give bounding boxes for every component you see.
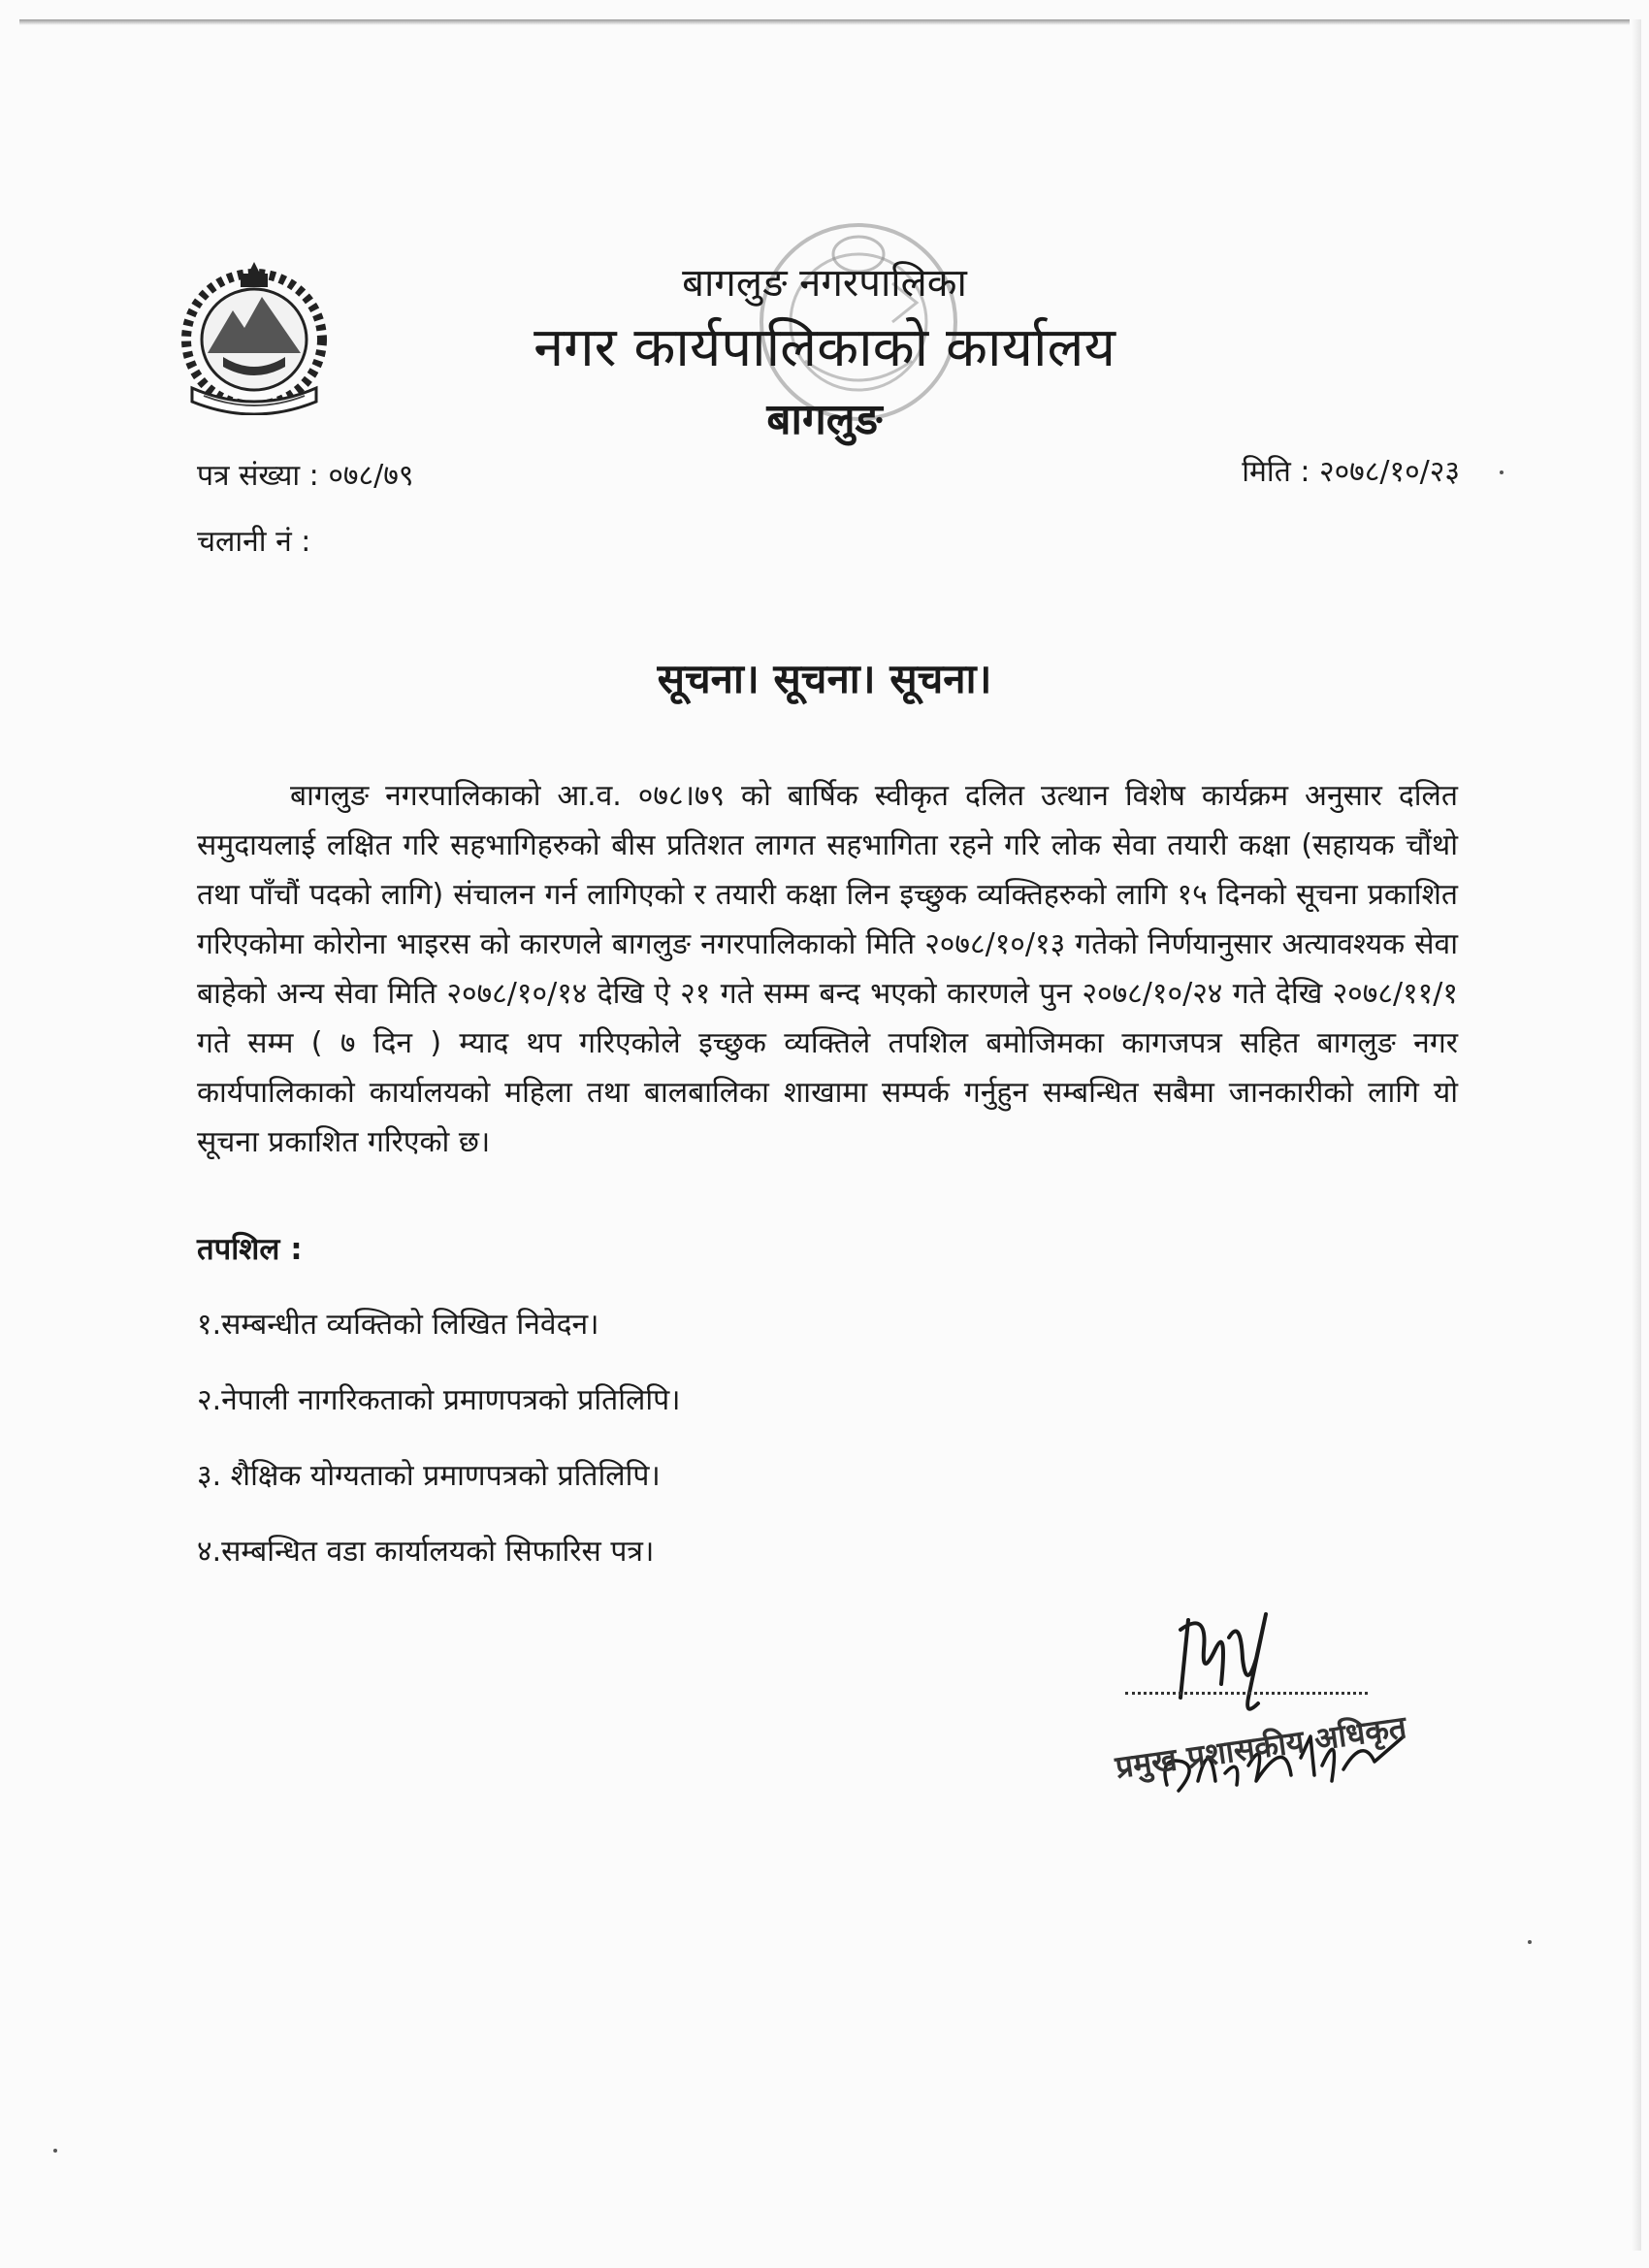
- details-heading: तपशिल :: [197, 1232, 303, 1267]
- scan-speck: [1500, 470, 1504, 474]
- list-item: १.सम्बन्धीत व्यक्तिको लिखित निवेदन।: [197, 1308, 599, 1342]
- list-item: ३. शैक्षिक योग्यताको प्रमाणपत्रको प्रतिलिपि।: [197, 1459, 661, 1493]
- list-item: ४.सम्बन्धित वडा कार्यालयको सिफारिस पत्र।: [197, 1535, 655, 1569]
- signature-line: [1125, 1692, 1368, 1695]
- signatory-title: प्रमुख प्रशासकीय अधिकृत: [1113, 1708, 1409, 1786]
- notice-body: बागलुङ नगरपालिकाको आ.व. ०७८।७९ को बार्षिक स्वीकृत दलित उत्थान विशेष कार्यक्रम अनुसार दलित समुदायलाई लक्षित गरि सहभागिहरुको बीस प्रतिशत लागत सहभागिता रहने गरि लोक सेवा तयारी कक्षा (सहायक चौंथो तथा पाँचौं पदको लागि) संचालन गर्न लागिएको र तयारी कक्षा लिन इच्छुक व्यक्तिहरुको लागि १५ दिनको सूचना प्रकाशित गरिएकोमा कोरोना भाइरस को कारणले बागलुङ नगरपालिकाको मिति २०७८/१०/१३ गतेको निर्णयानुसार अत्यावश्यक सेवा बाहेको अन्य सेवा मिति २०७८/१०/१४ देखि ऐ २१ गते सम्म बन्द भएको कारणले पुन २०७८/१०/२४ गते देखि २०७८/११/१ गते सम्म ( ७ दिन ) म्याद थप गरिएकोले इच्छुक व्यक्तिले तपशिल बमोजिमका कागजपत्र सहित बागलुङ नगर कार्यपालिकाको कार्यालयको महिला तथा बालबालिका शाखामा सम्पर्क गर्नुहुन सम्बन्धित सबैमा जानकारीको लागि यो सूचना प्रकाशित गरिएको छ।: [197, 779, 1458, 1159]
- scan-speck: [1528, 1940, 1532, 1944]
- notice-title: सूचना। सूचना। सूचना।: [657, 655, 992, 702]
- letter-number: पत्र संख्या : ०७८/७९: [197, 459, 414, 493]
- letter-date: मिति : २०७८/१०/२३: [1242, 455, 1460, 489]
- office-name: नगर कार्यपालिकाको कार्यालय: [534, 316, 1116, 379]
- scan-edge-top: [19, 19, 1630, 25]
- municipality-name: बागलुङ नगरपालिका: [682, 261, 967, 306]
- handwritten-signature: [1120, 1591, 1470, 1843]
- list-item: २.नेपाली नागरिकताको प्रमाणपत्रको प्रतिलिपि।: [197, 1383, 681, 1417]
- scan-speck: [53, 2149, 57, 2153]
- dispatch-number: चलानी नं :: [197, 525, 311, 559]
- required-documents-list: [197, 1296, 681, 1599]
- office-place: बागलुङ: [766, 395, 883, 444]
